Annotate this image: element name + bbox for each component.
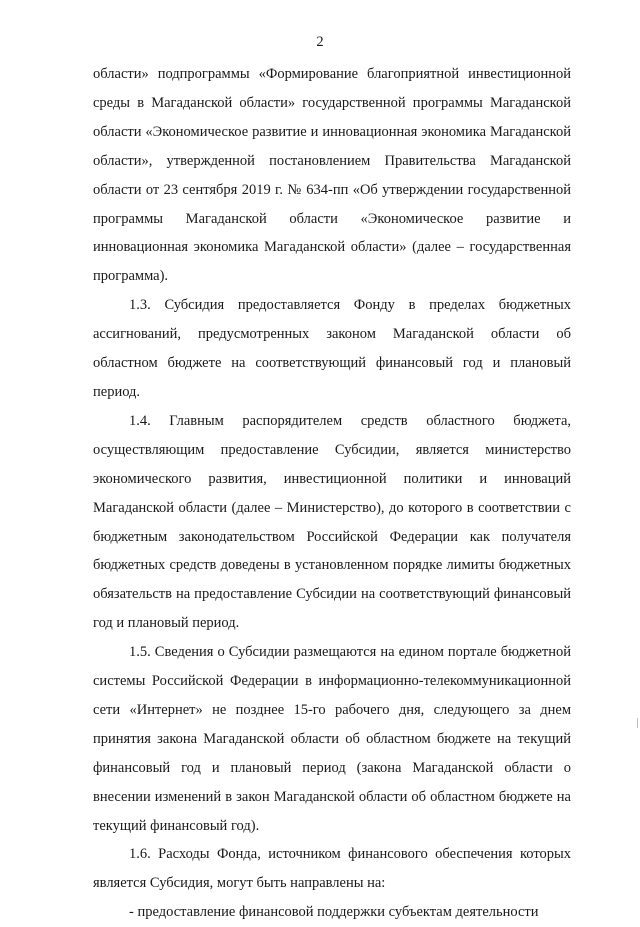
- paragraph-continuation: области» подпрограммы «Формирование благоприятной инвестиционной среды в Магаданской области» государственной программы Магаданской области «Экономическое развитие и инновационная экономика Магаданской области», утвержденной постановлением Правительства Магаданской области от 23 сентября 2019 г. № 634-пп «Об утверждении государственной программы Магаданской области «Экономическое развитие и инновационная экономика Магаданской области» (далее – государственная программа).: [93, 66, 571, 285]
- paragraph-1-3: 1.3. Субсидия предоставляется Фонду в пределах бюджетных ассигнований, предусмотренных законом Магаданской области об областном бюджете на соответствующий финансовый год и плановый период.: [93, 297, 571, 400]
- paragraph-1-6-list-item: - предоставление финансовой поддержки субъектам деятельности: [129, 904, 539, 921]
- paragraph-1-4: 1.4. Главным распорядителем средств областного бюджета, осуществляющим предоставление Субсидии, является министерство экономического развития, инвестиционной политики и инноваций Магаданской области (далее – Министерство), до которого в соответствии с бюджетным законодательством Российской Федерации как получателя бюджетных средств доведены в установленном порядке лимиты бюджетных обязательств на предоставление Субсидии на соответствующий финансовый год и плановый период.: [93, 412, 571, 632]
- document-body: [93, 60, 571, 927]
- paragraph-1-5: 1.5. Сведения о Субсидии размещаются на едином портале бюджетной системы Российской Федерации в информационно-телекоммуникационной сети «Интернет» не позднее 15-го рабочего дня, следующего за днем принятия закона Магаданской области об областном бюджете на текущий финансовый год и плановый период (закона Магаданской области о внесении изменений в закон Магаданской области об областном бюджете на текущий финансовый год).: [93, 644, 571, 834]
- paragraph-1-6: 1.6. Расходы Фонда, источником финансового обеспечения которых является Субсидия, могут быть направлены на:: [93, 846, 571, 892]
- scan-margin-mark: [637, 718, 638, 728]
- page-number: 2: [316, 34, 324, 50]
